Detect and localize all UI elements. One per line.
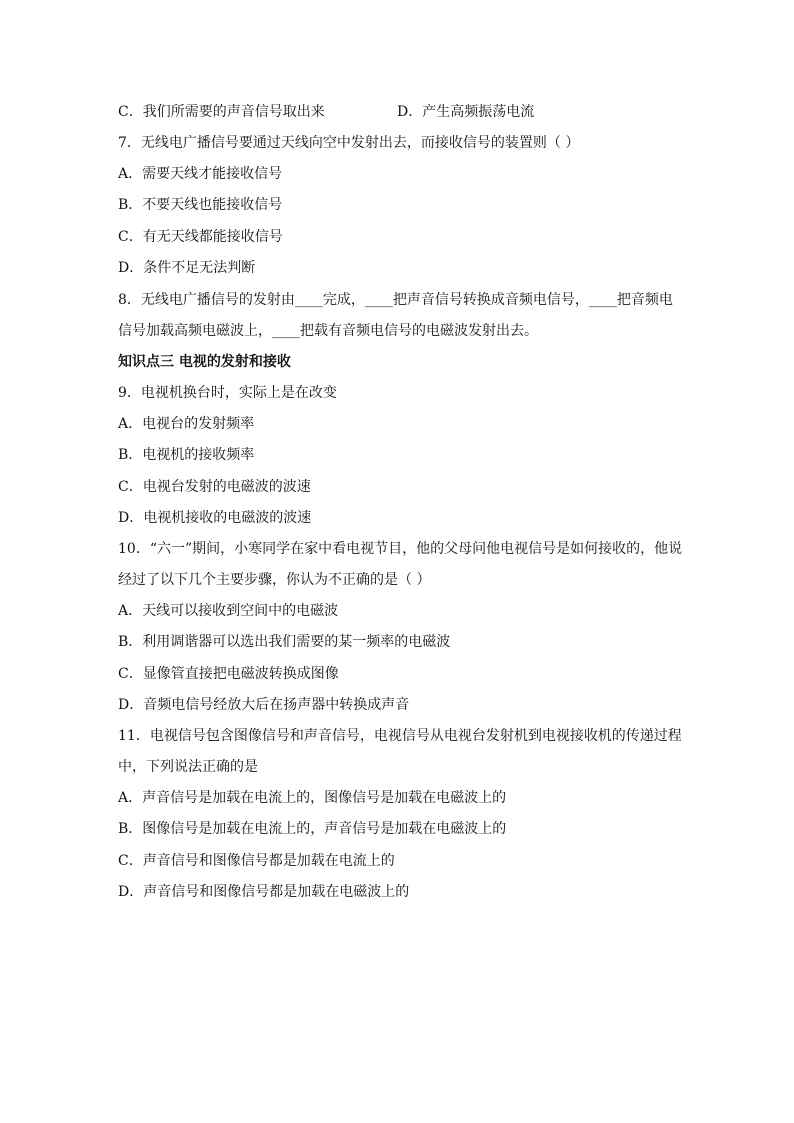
q11-option-d: D．声音信号和图像信号都是加载在电磁波上的 [118,884,410,900]
q8-line-1: 8．无线电广播信号的发射由____完成，____把声音信号转换成音频电信号，____把音频电 [118,292,673,308]
q8-line-2: 信号加载高频电磁波上，____把载有音频电信号的电磁波发射出去。 [118,323,538,339]
q9-option-a: A．电视台的发射频率 [118,416,255,432]
q9-option-b: B．电视机的接收频率 [118,447,255,463]
q10-line-2: 经过了以下几个主要步骤，你认为不正确的是（ ） [118,572,431,588]
q10-option-d: D．音频电信号经放大后在扬声器中转换成声音 [118,697,410,713]
q11-line-1: 11．电视信号包含图像信号和声音信号，电视信号从电视台发射机到电视接收机的传递过程 [118,728,682,744]
q11-option-a: A．声音信号是加载在电流上的，图像信号是加载在电磁波上的 [118,790,507,806]
q6-option-d: D．产生高频振荡电流 [397,104,535,120]
q6-option-c: C．我们所需要的声音信号取出来 [118,104,325,120]
q7-option-a: A．需要天线才能接收信号 [118,166,283,182]
q9-stem: 9．电视机换台时，实际上是在改变 [118,385,337,401]
q7-option-b: B．不要天线也能接收信号 [118,197,283,213]
q7-option-d: D．条件不足无法判断 [118,260,256,276]
q9-option-c: C．电视台发射的电磁波的波速 [118,479,311,495]
q9-option-d: D．电视机接收的电磁波的波速 [118,510,312,526]
q10-option-c: C．显像管直接把电磁波转换成图像 [118,666,339,682]
q10-line-1: 10．“六一”期间，小寒同学在家中看电视节目，他的父母问他电视信号是如何接收的，他说 [118,541,683,557]
q10-option-b: B．利用调谐器可以选出我们需要的某一频率的电磁波 [118,634,451,650]
q11-option-c: C．声音信号和图像信号都是加载在电流上的 [118,853,395,869]
q7-option-c: C．有无天线都能接收信号 [118,229,283,245]
q11-line-2: 中，下列说法正确的是 [118,759,258,775]
section-3-heading: 知识点三 电视的发射和接收 [118,354,291,370]
q10-option-a: A．天线可以接收到空间中的电磁波 [118,603,339,619]
q7-stem: 7．无线电广播信号要通过天线向空中发射出去，而接收信号的装置则（ ） [118,135,580,151]
q11-option-b: B．图像信号是加载在电流上的，声音信号是加载在电磁波上的 [118,821,507,837]
